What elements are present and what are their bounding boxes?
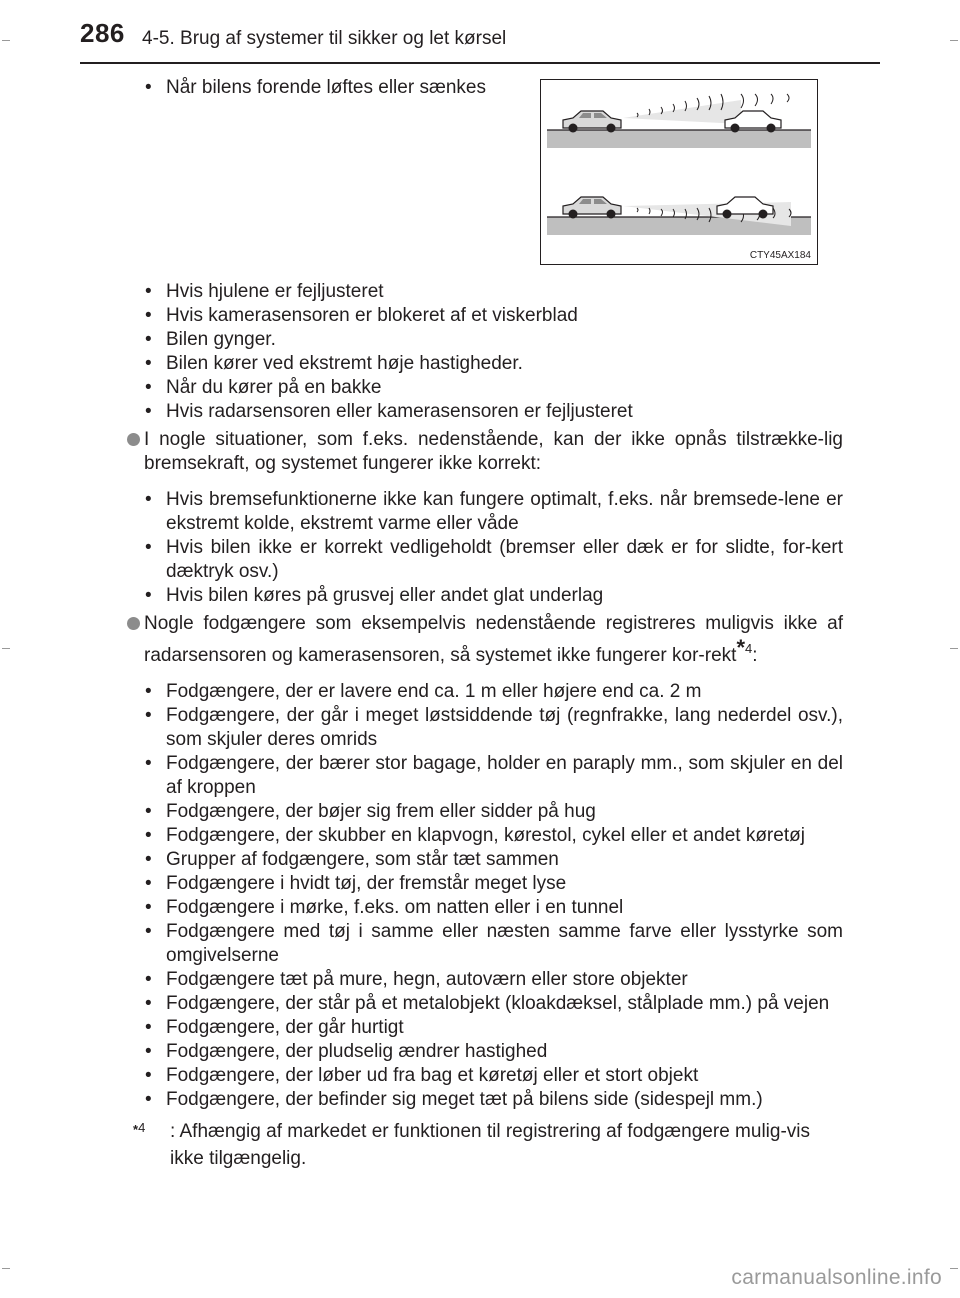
list-item: • Fodgængere, der pludselig ændrer hastighed xyxy=(145,1041,548,1062)
crop-mark xyxy=(2,1268,10,1269)
list-item: • Fodgængere, der går i meget løstsiddende tøj (regnfrakke, lang nederdel osv.), som skjuler deres omrids xyxy=(145,705,843,750)
list-item: • Fodgængere med tøj i samme eller næsten samme farve eller lysstyrke som omgivelserne xyxy=(145,921,843,966)
bullet-circle-icon xyxy=(127,433,140,446)
page-number: 286 xyxy=(80,18,125,48)
figure-code: CTY45AX184 xyxy=(749,250,811,261)
watermark: carmanualsonline.info xyxy=(731,1266,942,1289)
list-item: • Fodgængere i mørke, f.eks. om natten eller i en tunnel xyxy=(145,897,624,918)
paragraph-pedestrians: Nogle fodgængere som eksempelvis nedenstående registreres muligvis ikke af radarsensoren og kamerasensoren, så systemet ikke fungerer kor-rekt$^{*4}$: xyxy=(133,612,843,668)
crop-mark xyxy=(2,40,10,41)
list-item: • Fodgængere, der går hurtigt xyxy=(145,1017,404,1038)
main-content xyxy=(133,76,843,1172)
crop-mark xyxy=(950,1268,958,1269)
list-item: • Hvis bilen ikke er korrekt vedligeholdt (bremser eller dæk er for slidte, for-kert dæktryk osv.) xyxy=(145,537,843,582)
crop-mark xyxy=(950,648,958,649)
list-item: • Fodgængere i hvidt tøj, der fremstår meget lyse xyxy=(145,873,567,894)
footnote-ref: * xyxy=(736,635,745,660)
list-item: • Fodgængere, der skubber en klapvogn, kørestol, cykel eller et andet køretøj xyxy=(145,825,805,846)
header-rule xyxy=(80,62,880,64)
list-item: • Når du kører på en bakke xyxy=(145,377,382,398)
bullet-list-b xyxy=(133,488,843,608)
list-item: • Fodgængere tæt på mure, hegn, autoværn eller store objekter xyxy=(145,969,688,990)
list-item: • Fodgængere, der befinder sig meget tæt på bilens side (sidespejl mm.) xyxy=(145,1089,763,1110)
list-item: • Hvis radarsensoren eller kamerasensoren er fejljusteret xyxy=(145,401,633,422)
list-item: • Fodgængere, der er lavere end ca. 1 m eller højere end ca. 2 m xyxy=(145,681,702,702)
section-title: 4-5. Brug af systemer til sikker og let kørsel xyxy=(142,28,507,49)
bullet-circle-icon xyxy=(127,617,140,630)
list-item: • Hvis hjulene er fejljusteret xyxy=(145,281,384,302)
list-item: • Bilen gynger. xyxy=(145,329,276,350)
list-item: • Bilen kører ved ekstremt høje hastigheder. xyxy=(145,353,523,374)
bullet-list-c xyxy=(133,680,843,1112)
list-item: • Fodgængere, der løber ud fra bag et køretøj eller et stort objekt xyxy=(145,1065,699,1086)
list-item: • Fodgængere, der bøjer sig frem eller sidder på hug xyxy=(145,801,596,822)
list-item: • Når bilens forende løftes eller sænkes xyxy=(145,77,486,98)
footnote-text: : Afhængig af markedet er funktionen til registrering af fodgængere mulig-vis ikke tilgængelig. xyxy=(170,1121,810,1169)
list-item: • Fodgængere, der bærer stor bagage, holder en paraply mm., som skjuler en del af kroppen xyxy=(145,753,843,798)
footnote-marker: *4 xyxy=(133,1120,146,1137)
list-item: • Grupper af fodgængere, som står tæt sammen xyxy=(145,849,559,870)
list-item: • Hvis kamerasensoren er blokeret af et viskerblad xyxy=(145,305,578,326)
crop-mark xyxy=(2,648,10,649)
crop-mark xyxy=(950,40,958,41)
list-item: • Hvis bilen køres på grusvej eller andet glat underlag xyxy=(145,585,604,606)
list-item: • Fodgængere, der står på et metalobjekt (kloakdæksel, stålplade mm.) på vejen xyxy=(145,993,830,1014)
list-item: • Hvis bremsefunktionerne ikke kan fungere optimalt, f.eks. når bremsede-lene er ekstremt kolde, ekstremt varme eller våde xyxy=(145,489,843,534)
top-bullet-list xyxy=(133,76,523,100)
paragraph-braking: I nogle situationer, som f.eks. nedenstående, kan der ikke opnås tilstrække-lig bremsekraft, og systemet fungerer ikke korrekt: xyxy=(133,428,843,476)
bullet-list-a xyxy=(133,280,843,424)
footnote xyxy=(133,1118,843,1172)
